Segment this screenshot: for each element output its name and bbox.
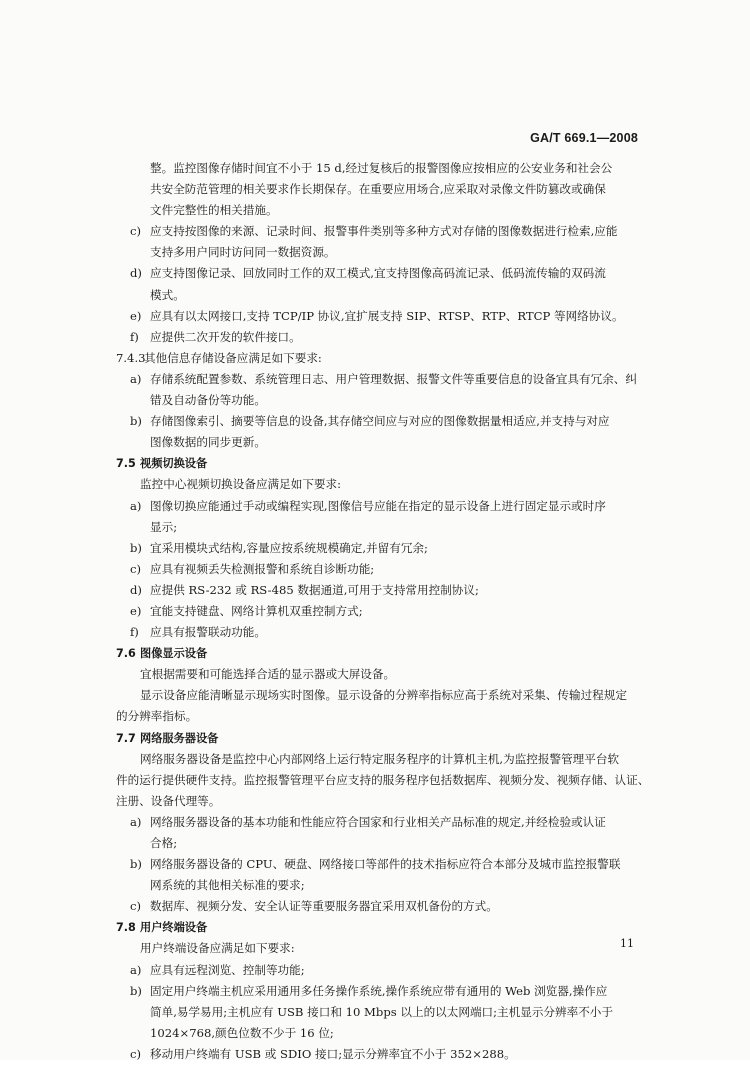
list-marker: f) xyxy=(130,625,139,640)
list-marker: b) xyxy=(130,540,142,555)
section-title: 网络服务器设备 xyxy=(140,731,219,745)
list-marker: d) xyxy=(130,582,142,597)
list-marker: a) xyxy=(130,498,142,513)
list-item-d xyxy=(116,263,638,284)
standard-number-header: GA/T 669.1—2008 xyxy=(530,131,638,145)
section-intro: 监控中心视频切换设备应满足如下要求: xyxy=(140,477,342,492)
list-marker: a) xyxy=(130,371,142,386)
section-intro: 用户终端设备应满足如下要求: xyxy=(140,941,295,956)
list-marker: a) xyxy=(130,962,142,977)
list-item-text: 应具有报警联动功能。 xyxy=(150,625,266,640)
list-item-f xyxy=(116,327,638,348)
list-item-text: 宜采用模块式结构,容量应按系统规模确定,并留有冗余; xyxy=(150,540,428,555)
text-line: 1024×768,颜色位数不少于 16 位; xyxy=(150,1025,334,1040)
list-item-b xyxy=(116,538,638,559)
section-heading-7-7 xyxy=(116,728,638,749)
section-title: 图像显示设备 xyxy=(140,647,208,661)
section-number: 7.7 xyxy=(116,731,136,745)
section-title: 用户终端设备 xyxy=(140,921,208,935)
list-item-e xyxy=(116,601,638,622)
section-title: 视频切换设备 xyxy=(140,457,208,471)
list-item-text: 应支持按图像的来源、记录时间、报警事件类别等多种方式对存储的图像数据进行检索,应能 xyxy=(150,224,618,239)
list-item-b xyxy=(116,411,638,432)
list-marker: f) xyxy=(130,329,139,344)
paragraph-line: 注册、设备代理等。 xyxy=(116,793,221,808)
list-item-e xyxy=(116,306,638,327)
text-line: 合格; xyxy=(150,836,178,850)
list-marker: c) xyxy=(130,224,142,239)
section-heading-7-8 xyxy=(116,917,638,938)
text-line: 支持多用户同时访问同一数据资源。 xyxy=(150,245,336,260)
list-item-text: 网络服务器设备的基本功能和性能应符合国家和行业相关产品标准的规定,并经检验或认证 xyxy=(150,814,606,829)
list-marker: b) xyxy=(130,857,142,872)
list-item-text: 存储图像索引、摘要等信息的设备,其存储空间应与对应的图像数据量相适应,并支持与对应 xyxy=(150,414,610,429)
section-number: 7.6 xyxy=(116,647,136,661)
list-item-a xyxy=(116,496,638,517)
list-item-text: 移动用户终端有 USB 或 SDIO 接口;显示分辨率宜不小于 352×288。 xyxy=(150,1046,516,1061)
page-number: 11 xyxy=(620,937,634,950)
list-marker: c) xyxy=(130,899,142,914)
list-marker: a) xyxy=(130,814,142,829)
list-marker: d) xyxy=(130,266,142,281)
text-line: 图像数据的同步更新。 xyxy=(150,435,266,450)
list-item-text: 网络服务器设备的 CPU、硬盘、网络接口等部件的技术指标应符合本部分及城市监控报警联 xyxy=(150,857,621,872)
list-marker: b) xyxy=(130,983,142,998)
section-number: 7.4.3 xyxy=(116,350,146,365)
list-item-a xyxy=(116,960,638,981)
list-item-c xyxy=(116,896,638,917)
paragraph-line: 的分辨率指标。 xyxy=(116,709,198,724)
list-item-text: 应具有远程浏览、控制等功能; xyxy=(150,962,305,977)
text-line: 显示; xyxy=(150,519,178,534)
paragraph-line: 件的运行提供硬件支持。监控报警管理平台应支持的服务程序包括数据库、视频分发、视频存储、认证、 xyxy=(116,772,650,787)
paragraph-line: 网络服务器设备是监控中心内部网络上运行特定服务程序的计算机主机,为监控报警管理平台软 xyxy=(140,751,620,766)
list-item-text: 宜能支持键盘、网络计算机双重控制方式; xyxy=(150,603,363,618)
text-line: 网系统的其他相关标准的要求; xyxy=(150,878,305,893)
list-item-text: 应具有视频丢失检测报警和系统自诊断功能; xyxy=(150,561,375,576)
section-text: 其他信息存储设备应满足如下要求: xyxy=(144,350,322,365)
list-item-d xyxy=(116,580,638,601)
list-item-a xyxy=(116,812,638,833)
list-item-c xyxy=(116,559,638,580)
text-line: 简单,易学易用;主机应有 USB 接口和 10 Mbps 以上的以太网端口;主机显示分辨率不小于 xyxy=(150,1004,613,1019)
paragraph-line: 宜根据需要和可能选择合适的显示器或大屏设备。 xyxy=(140,667,396,682)
document-body xyxy=(116,158,650,1065)
list-marker: c) xyxy=(130,561,142,576)
list-item-text: 图像切换应能通过手动或编程实现,图像信号应能在指定的显示设备上进行固定显示或时序 xyxy=(150,498,606,513)
text-line: 共安全防范管理的相关要求作长期保存。在重要应用场合,应采取对录像文件防篡改或确保 xyxy=(150,182,606,197)
section-heading-7-6 xyxy=(116,643,638,664)
list-marker: c) xyxy=(130,1046,142,1061)
list-marker: b) xyxy=(130,414,142,429)
list-item-text: 应具有以太网接口,支持 TCP/IP 协议,宜扩展支持 SIP、RTSP、RTP、RTCP 等网络协议。 xyxy=(150,308,624,323)
list-marker: e) xyxy=(130,308,142,323)
section-number: 7.5 xyxy=(116,457,136,471)
list-item-text: 存储系统配置参数、系统管理日志、用户管理数据、报警文件等重要信息的设备宜具有冗余、纠 xyxy=(150,371,637,386)
list-item-text: 应支持图像记录、回放同时工作的双工模式,宜支持图像高码流记录、低码流传输的双码流 xyxy=(150,266,606,281)
section-number: 7.8 xyxy=(116,921,136,935)
list-item-text: 数据库、视频分发、安全认证等重要服务器宜采用双机备份的方式。 xyxy=(150,899,498,914)
section-heading-7-5 xyxy=(116,453,638,474)
list-marker: e) xyxy=(130,603,142,618)
text-line: 整。监控图像存储时间宜不小于 15 d,经过复核后的报警图像应按相应的公安业务和社会公 xyxy=(150,161,613,175)
list-item-b xyxy=(116,854,638,875)
list-item-a xyxy=(116,369,638,390)
list-item-text: 固定用户终端主机应采用通用多任务操作系统,操作系统应带有通用的 Web 浏览器,操作应 xyxy=(150,983,608,998)
list-item-f xyxy=(116,622,638,643)
text-line: 文件完整性的相关措施。 xyxy=(150,203,278,218)
list-item-b xyxy=(116,981,638,1002)
section-heading-7-4-3 xyxy=(116,348,638,369)
list-item-c xyxy=(116,221,638,242)
text-line: 模式。 xyxy=(150,287,185,302)
list-item-c xyxy=(116,1044,638,1065)
paragraph-line: 显示设备应能清晰显示现场实时图像。显示设备的分辨率指标应高于系统对采集、传输过程规定 xyxy=(140,688,627,703)
text-line: 错及自动备份等功能。 xyxy=(150,393,266,408)
list-item-text: 应提供二次开发的软件接口。 xyxy=(150,329,301,344)
list-item-text: 应提供 RS-232 或 RS-485 数据通道,可用于支持常用控制协议; xyxy=(150,582,479,597)
